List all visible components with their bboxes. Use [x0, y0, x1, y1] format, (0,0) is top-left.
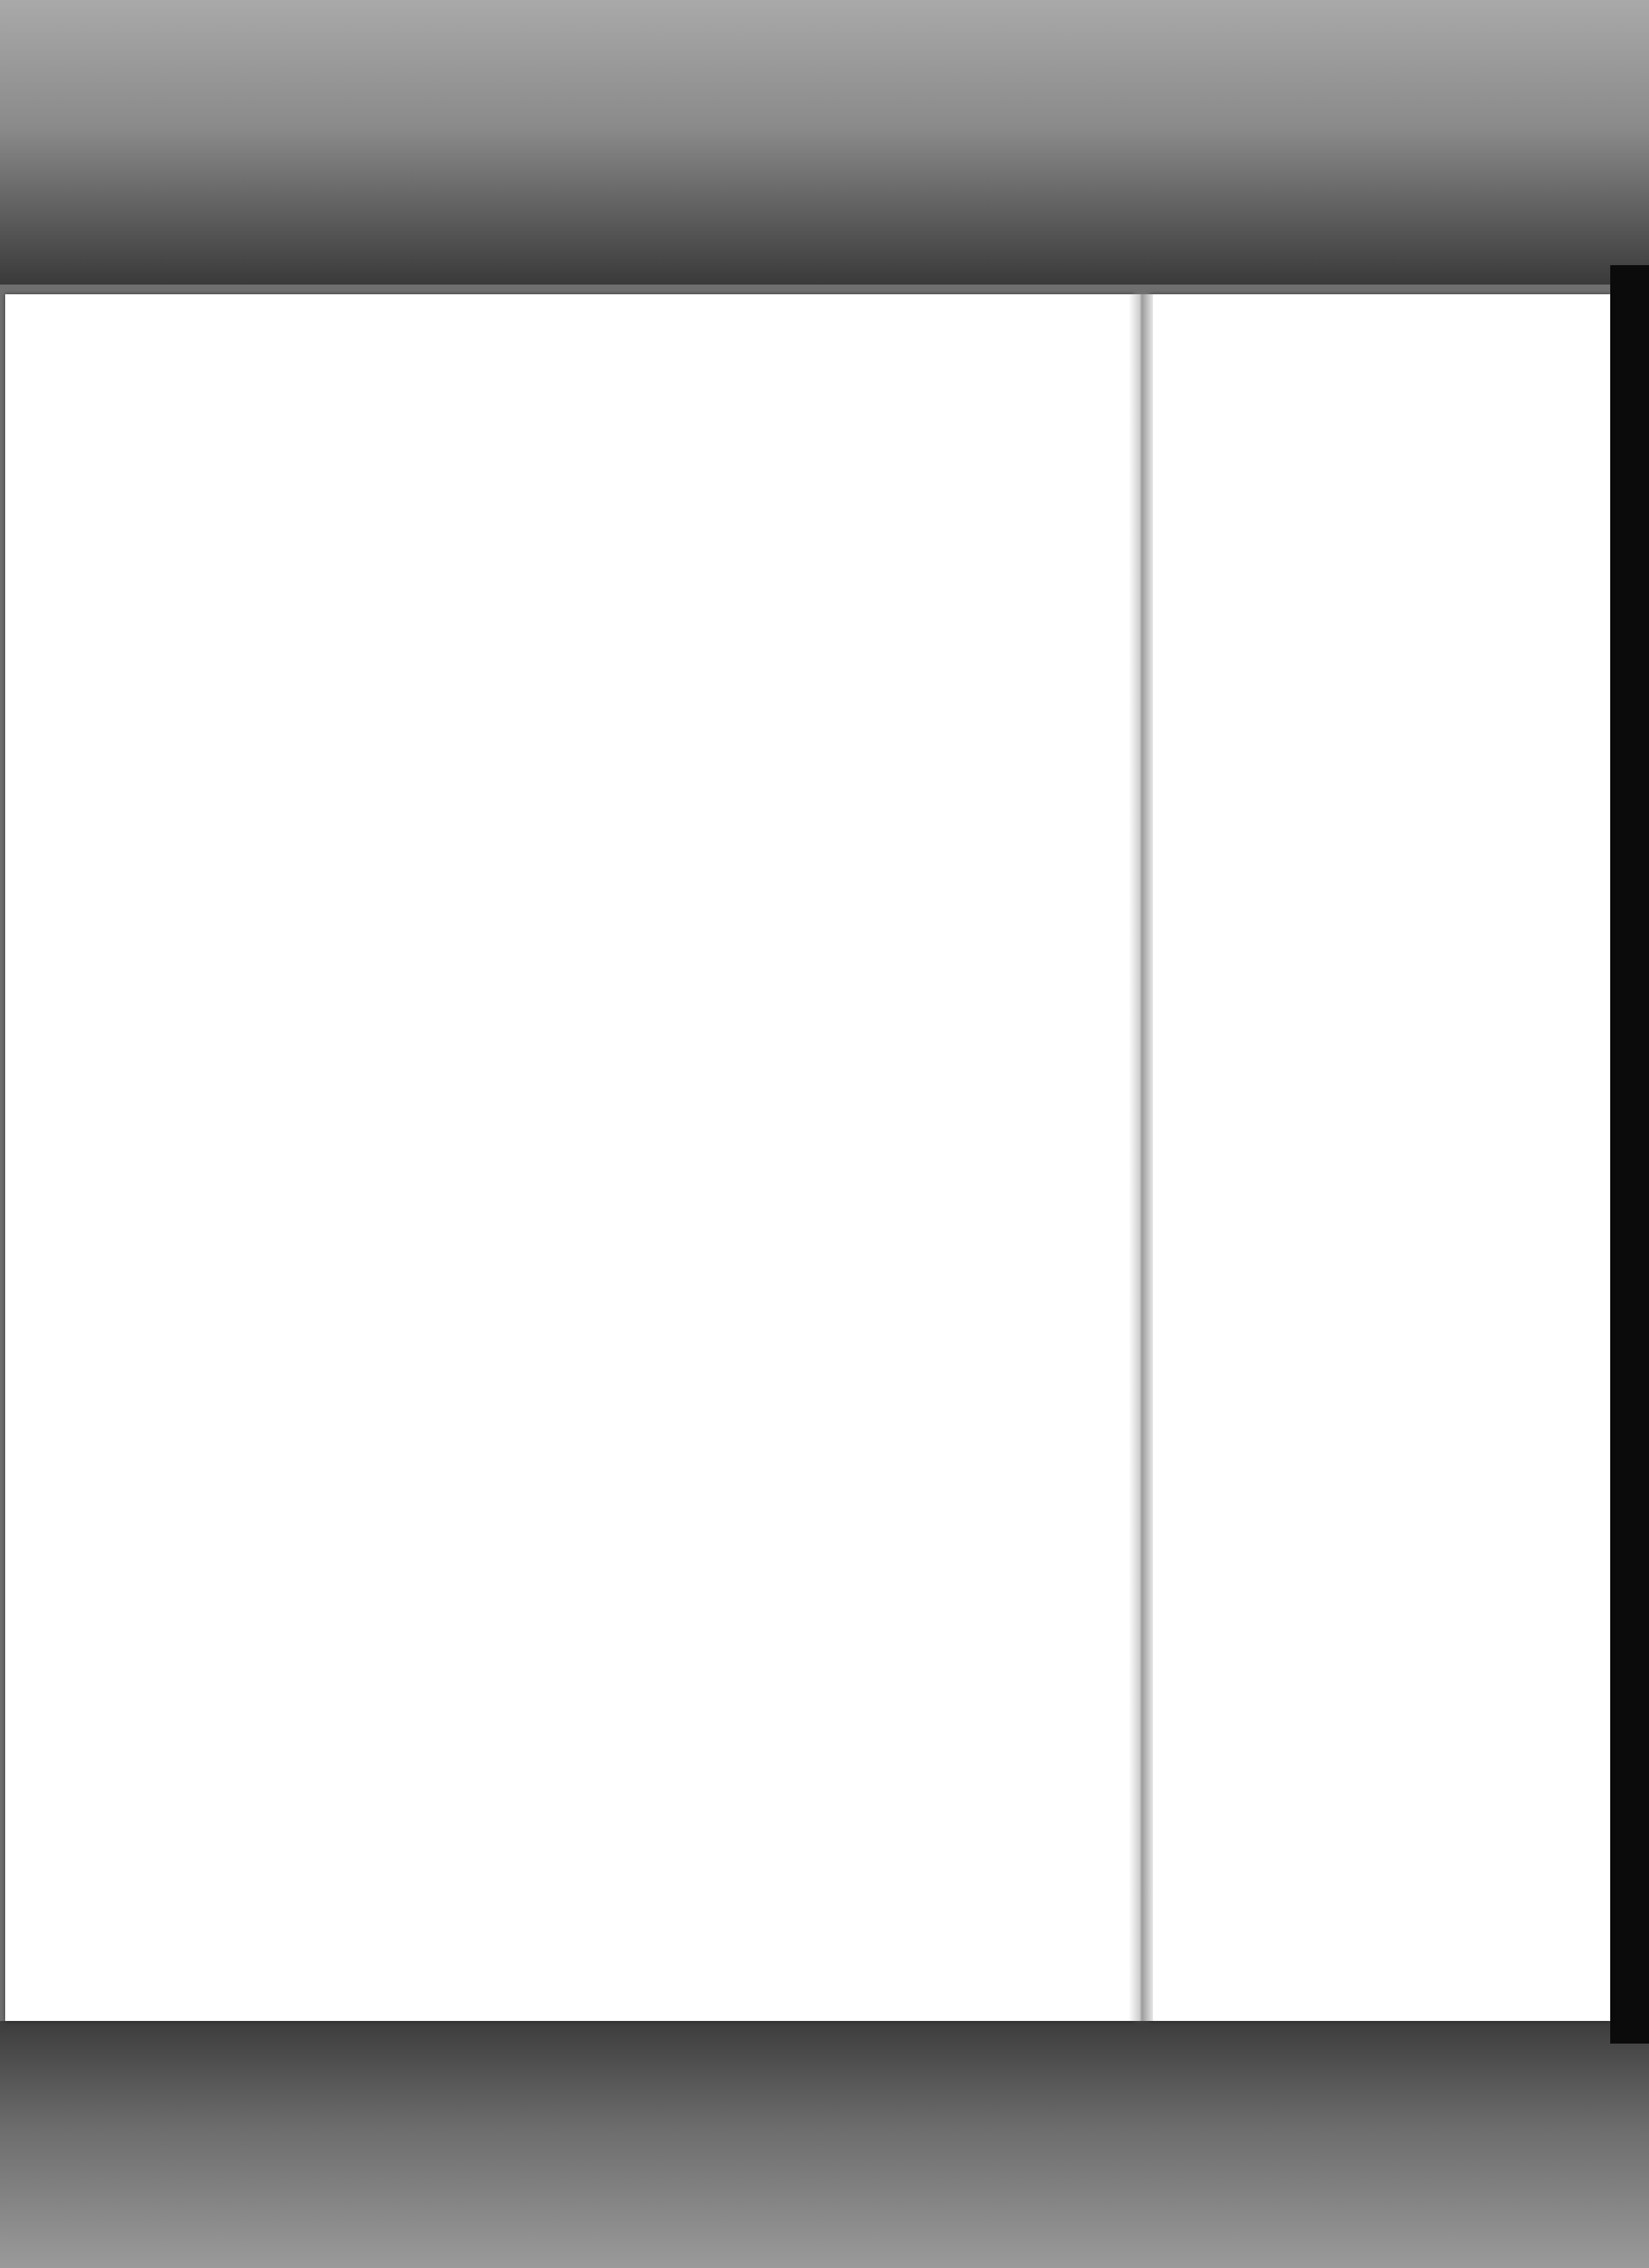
- book-gutter: [1128, 294, 1153, 2021]
- edge-strip: [0, 886, 12, 931]
- left-page: [5, 294, 1134, 2021]
- scan-background-right: [1610, 265, 1649, 2044]
- edge-strip: [0, 983, 12, 1203]
- right-page: [1150, 294, 1610, 2021]
- scan-background-bottom: [0, 2021, 1649, 2268]
- edge-strip: [0, 1229, 12, 1507]
- edge-strip: [0, 1203, 12, 1229]
- edge-strip: [0, 931, 12, 983]
- edge-strip: [0, 802, 12, 886]
- scan-background-top: [0, 0, 1649, 285]
- edge-strip: [0, 1507, 12, 2018]
